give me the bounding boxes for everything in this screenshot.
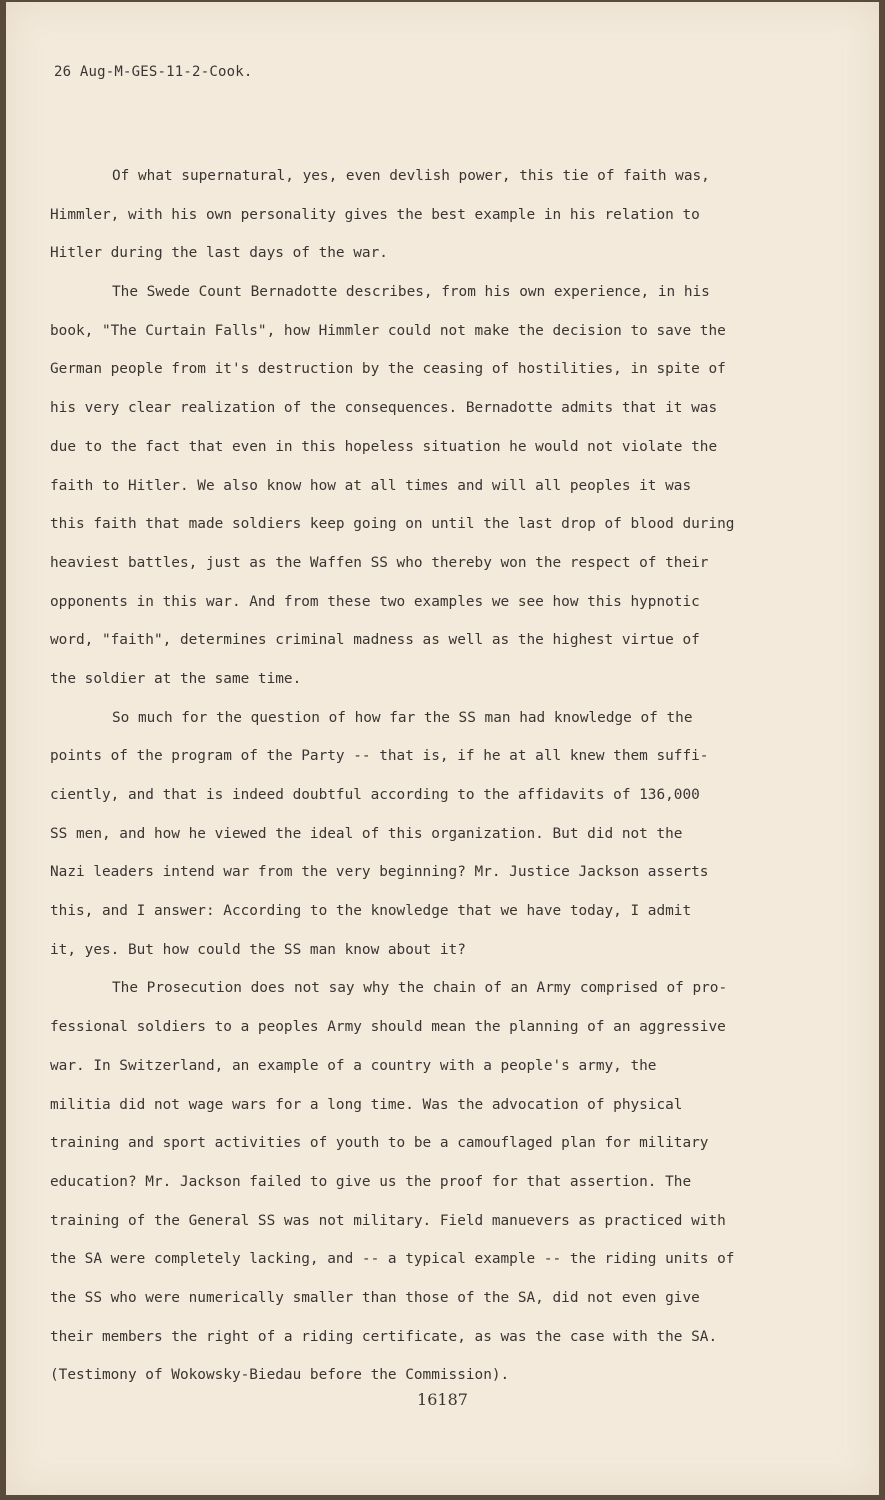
text-line: heaviest battles, just as the Waffen SS who thereby won the respect of their xyxy=(50,554,709,571)
document-page xyxy=(6,2,879,1495)
document-body xyxy=(50,157,820,1395)
text-line: The Swede Count Bernadotte describes, from his own experience, in his xyxy=(112,284,710,301)
text-line: German people from it's destruction by the ceasing of hostilities, in spite of xyxy=(50,361,726,378)
text-line: education? Mr. Jackson failed to give us the proof for that assertion. The xyxy=(50,1173,692,1190)
text-line: war. In Switzerland, an example of a country with a people's army, the xyxy=(50,1057,657,1074)
text-line: SS men, and how he viewed the ideal of this organization. But did not the xyxy=(50,825,683,842)
page-number: 16187 xyxy=(417,1390,468,1409)
text-line: (Testimony of Wokowsky-Biedau before the Commission). xyxy=(50,1367,510,1384)
text-line: fessional soldiers to a peoples Army should mean the planning of an aggressive xyxy=(50,1019,726,1036)
text-line: Hitler during the last days of the war. xyxy=(50,245,388,262)
text-line: ciently, and that is indeed doubtful according to the affidavits of 136,000 xyxy=(50,787,700,803)
text-line: the SS who were numerically smaller than those of the SA, did not even give xyxy=(50,1289,700,1306)
text-line: militia did not wage wars for a long time. Was the advocation of physical xyxy=(50,1096,683,1113)
text-line: training and sport activities of youth to be a camouflaged plan for military xyxy=(50,1135,709,1152)
text-line: Of what supernatural, yes, even devlish power, this tie of faith was, xyxy=(112,168,710,184)
text-line: book, "The Curtain Falls", how Himmler could not make the decision to save the xyxy=(50,322,726,339)
text-line: his very clear realization of the consequences. Bernadotte admits that it was xyxy=(50,400,718,417)
text-line: this, and I answer: According to the knowledge that we have today, I admit xyxy=(50,903,692,920)
text-line: their members the right of a riding certificate, as was the case with the SA. xyxy=(50,1328,718,1345)
text-line: word, "faith", determines criminal madness as well as the highest virtue of xyxy=(50,632,700,649)
text-line: training of the General SS was not military. Field manuevers as practiced with xyxy=(50,1212,726,1229)
text-line: Nazi leaders intend war from the very beginning? Mr. Justice Jackson asserts xyxy=(50,864,709,881)
text-line: The Prosecution does not say why the chain of an Army comprised of pro- xyxy=(112,980,728,997)
text-line: it, yes. But how could the SS man know about it? xyxy=(50,941,466,958)
text-line: due to the fact that even in this hopeless situation he would not violate the xyxy=(50,438,718,455)
text-line: the soldier at the same time. xyxy=(50,670,302,687)
text-line: the SA were completely lacking, and -- a typical example -- the riding units of xyxy=(50,1251,735,1268)
text-line: this faith that made soldiers keep going on until the last drop of blood during xyxy=(50,516,735,533)
text-line: Himmler, with his own personality gives the best example in his relation to xyxy=(50,206,700,223)
text-line: faith to Hitler. We also know how at all times and will all peoples it was xyxy=(50,477,692,494)
text-line: So much for the question of how far the SS man had knowledge of the xyxy=(112,709,693,726)
text-line: opponents in this war. And from these two examples we see how this hypnotic xyxy=(50,593,700,610)
text-line: points of the program of the Party -- that is, if he at all knew them suffi- xyxy=(50,748,709,765)
document-header: 26 Aug-M-GES-11-2-Cook. xyxy=(54,64,253,80)
